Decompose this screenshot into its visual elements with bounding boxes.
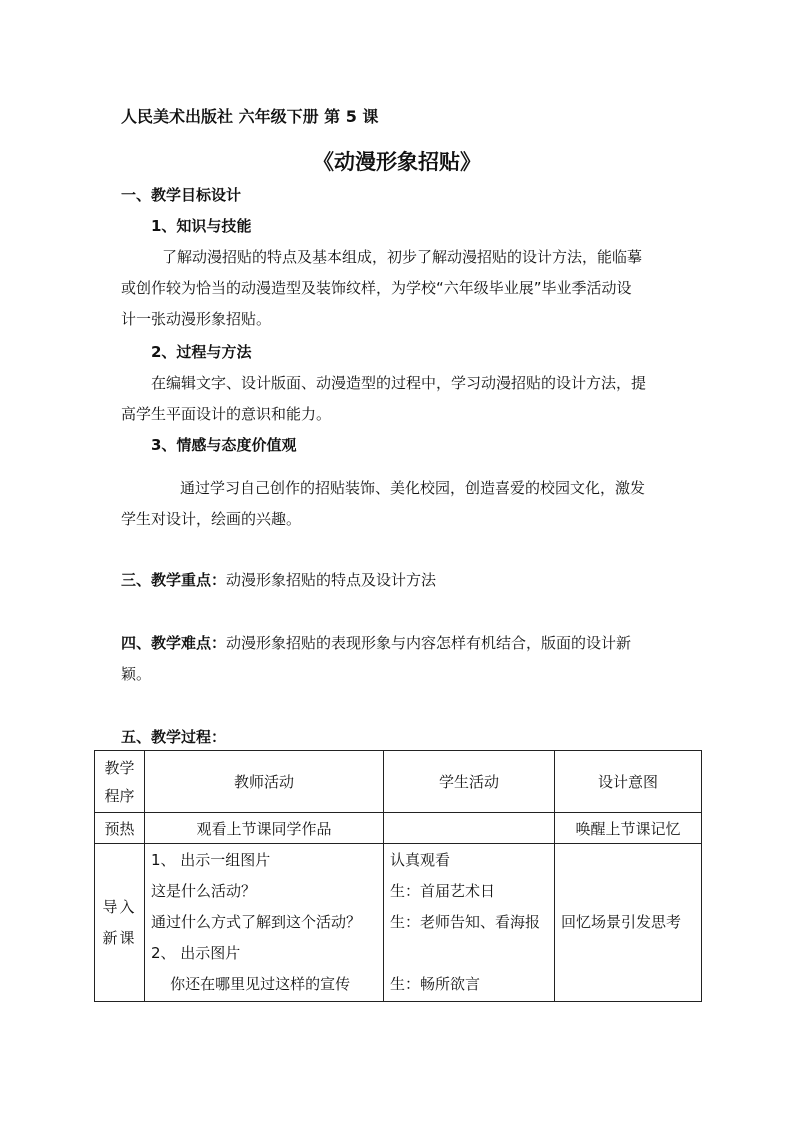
- section1-text1-line1: 了解动漫招贴的特点及基本组成，初步了解动漫招贴的设计方法，能临摹: [162, 248, 643, 266]
- section1-text2-line2: 高学生平面设计的意识和能力。: [121, 405, 332, 423]
- section1-text3-line1: 通过学习自己创作的招贴装饰、美化校园，创造喜爱的校园文化，激发: [180, 479, 646, 497]
- header-student-activity: 学生活动: [384, 751, 555, 813]
- student-line: 生：畅所欲言: [390, 975, 481, 993]
- row-teacher-activity: 观看上节课同学作品: [145, 813, 384, 844]
- header-procedure-line2: 程序: [104, 786, 135, 805]
- row-design-intent: [555, 844, 702, 1002]
- teacher-line: 这是什么活动？: [151, 882, 257, 900]
- section1-text3-line2: 学生对设计，绘画的兴趣。: [121, 510, 302, 528]
- section4-text-line2: 颖。: [121, 665, 152, 683]
- row-student-activity: [384, 844, 555, 1002]
- section4-line1: [121, 633, 631, 653]
- intent-line: 回忆场景引发思考: [561, 913, 682, 931]
- table-row: [95, 844, 702, 1002]
- section5-heading: 五、教学过程：: [121, 728, 227, 746]
- row-design-intent: 唤醒上节课记忆: [555, 813, 702, 844]
- section1-text2-line1: 在编辑文字、设计版面、动漫造型的过程中，学习动漫招贴的设计方法，提: [151, 374, 647, 392]
- student-line: [390, 939, 554, 970]
- row-procedure-line2: 新课: [102, 928, 137, 947]
- section3-line: [121, 570, 436, 590]
- section1-text1-line3: 计一张动漫形象招贴。: [121, 310, 272, 328]
- row-procedure: 预热: [95, 813, 145, 844]
- table-header-row: [95, 751, 702, 813]
- teacher-line: 通过什么方式了解到这个活动？: [151, 913, 362, 931]
- row-procedure-line1: 导入: [102, 897, 137, 916]
- header-teacher-activity: 教师活动: [145, 751, 384, 813]
- lesson-title: 《动漫形象招贴》: [313, 150, 481, 174]
- section4-text-line1: 动漫形象招贴的表现形象与内容怎样有机结合，版面的设计新: [226, 634, 632, 652]
- teacher-line: 你还在哪里见过这样的宣传: [151, 975, 351, 993]
- header-procedure-line1: 教学: [104, 758, 135, 777]
- header-design-intent: 设计意图: [555, 751, 702, 813]
- row-student-activity: [384, 813, 555, 844]
- section3-text: 动漫形象招贴的特点及设计方法: [226, 571, 437, 589]
- row-teacher-activity: [145, 844, 384, 1002]
- teacher-line: 2、 出示图片: [151, 944, 241, 962]
- student-line: 生：老师告知、看海报: [390, 913, 541, 931]
- teacher-line: 1、 出示一组图片: [151, 851, 271, 869]
- student-line: 认真观看: [390, 851, 451, 869]
- section1-sub1: 1、知识与技能: [151, 217, 252, 235]
- section1-sub3: 3、情感与态度价值观: [151, 436, 297, 454]
- row-procedure: [95, 844, 145, 1002]
- section3-label: 三、教学重点：: [121, 571, 227, 589]
- teaching-process-table: [94, 750, 702, 1002]
- student-line: 生：首届艺术日: [390, 882, 496, 900]
- table-row: [95, 813, 702, 844]
- publisher-line: 人民美术出版社 六年级下册 第 5 课: [121, 107, 379, 126]
- section1-text1-line2: 或创作较为恰当的动漫造型及装饰纹样，为学校“六年级毕业展”毕业季活动设: [121, 279, 632, 297]
- header-procedure: [95, 751, 145, 813]
- section4-label: 四、教学难点：: [121, 634, 227, 652]
- section1-heading: 一、教学目标设计: [121, 186, 242, 204]
- section1-sub2: 2、过程与方法: [151, 343, 252, 361]
